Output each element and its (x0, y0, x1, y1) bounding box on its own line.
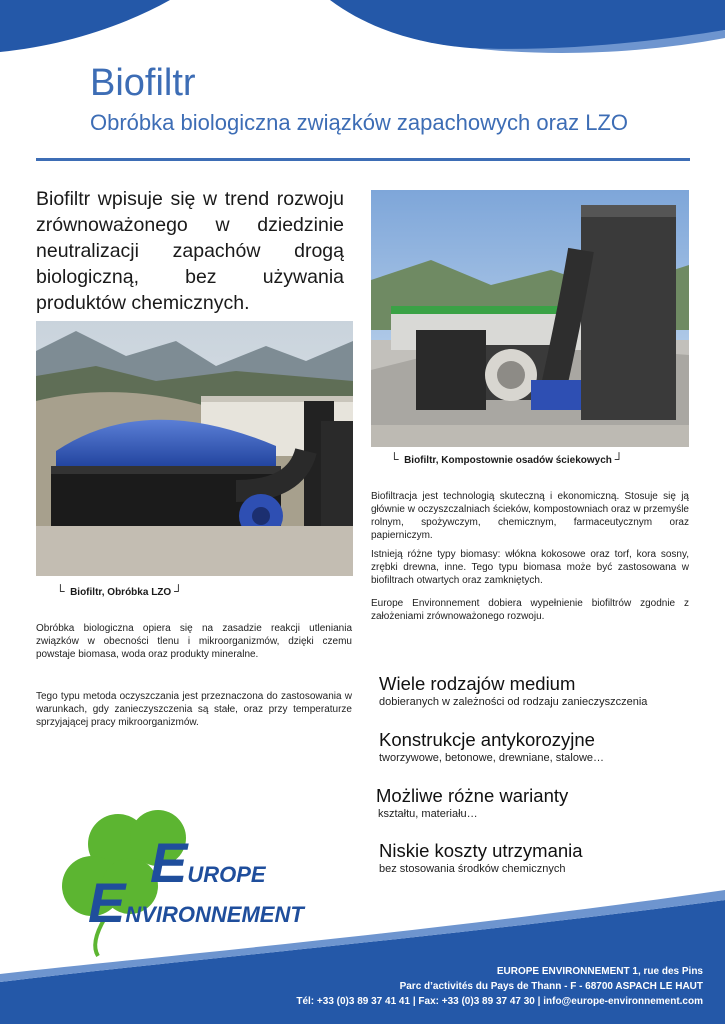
left-paragraph-1: Obróbka biologiczna opiera się na zasadzie reakcji utleniania związków w obecności tlenu i mikroorganizmów, dzięki czemu powstaje biomasa, woda oraz produkty mineralne. (36, 623, 352, 660)
feature-subtitle-media: dobieranych w zależności od rodzaju zanieczyszczenia (379, 696, 648, 708)
feature-subtitle-construction: tworzywowe, betonowe, drewniane, stalowe… (379, 752, 605, 764)
top-wave-decoration (0, 0, 725, 60)
right-paragraph-2: Istnieją różne typy biomasy: włókna kokosowe oraz torf, kora sosny, zrębki drewna, inne. Tego typu biomasa może być zastosowana w biofiltrach otwartych oraz zamkniętych. (371, 549, 689, 586)
logo-word-europe: EUROPE (150, 831, 266, 894)
left-photo-caption: └ Biofiltr, Obróbka LZO ┘ (56, 584, 183, 598)
logo-word-environnement: ENVIRONNEMENT (88, 871, 304, 934)
feature-title-construction: Konstrukcje antykorozyjne (379, 729, 595, 750)
biofilter-vocs-photo (36, 321, 353, 576)
footer-contact: Tél: +33 (0)3 89 37 41 41 | Fax: +33 (0)3 89 37 47 30 | info@europe-environnement.com (296, 996, 703, 1007)
title-divider (36, 158, 690, 161)
right-paragraph-1: Biofiltracja jest technologią skuteczną i ekonomiczną. Stosuje się ją głównie w oczyszczalniach ścieków, kompostowniach oraz w przemyśle rolnym, spożywczym, chemicznym, farmaceutycznym oraz papierniczym. (371, 491, 689, 541)
left-paragraph-2: Tego typu metoda oczyszczania jest przeznaczona do zastosowania w warunkach, gdy zanieczyszczenia są stałe, oraz przy temperaturze sprzyjającej pracy mikroorganizmów. (36, 691, 352, 728)
right-paragraph-3: Europe Environnement dobiera wypełnienie biofiltrów zgodnie z założeniami zrównoważonego rozwoju. (371, 598, 689, 622)
feature-title-variants: Możliwe różne warianty (376, 785, 569, 806)
intro-paragraph: Biofiltr wpisuje się w trend rozwoju zrównoważonego w dziedzinie neutralizacji zapachów drogą biologiczną, bez używania produktów chemicznych. (36, 188, 344, 314)
footer-company-address: EUROPE ENVIRONNEMENT 1, rue des Pins (496, 966, 703, 977)
feature-title-media: Wiele rodzajów medium (379, 673, 576, 694)
feature-title-maintenance: Niskie koszty utrzymania (379, 840, 583, 861)
footer-park-address: Parc d’activités du Pays de Thann - F - 68700 ASPACH LE HAUT (399, 981, 703, 992)
biofilter-composting-photo (371, 190, 689, 447)
page-title: Biofiltr (90, 62, 196, 104)
right-photo-caption: └ Biofiltr, Kompostownie osadów ściekowych ┘ (390, 452, 624, 466)
feature-subtitle-variants: kształtu, materiału… (378, 808, 478, 820)
feature-subtitle-maintenance: bez stosowania środków chemicznych (379, 863, 566, 875)
page-subtitle: Obróbka biologiczna związków zapachowych oraz LZO (90, 110, 629, 135)
